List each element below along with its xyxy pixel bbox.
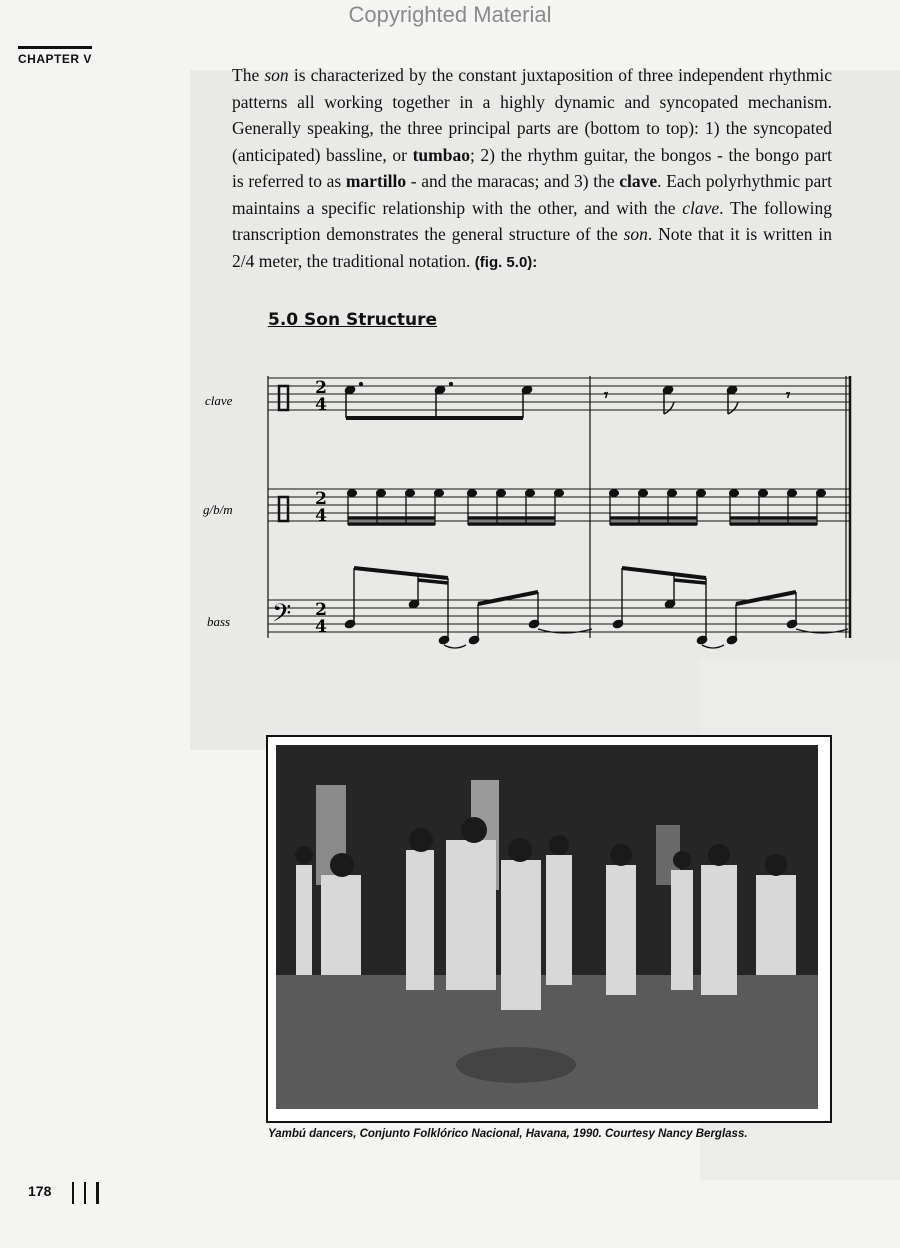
percussion-clef-icon: [279, 497, 288, 521]
time-sig-bottom: 4: [315, 395, 327, 415]
watermark: Copyrighted Material: [348, 2, 552, 27]
body-paragraph: The son is characterized by the constant juxtaposition of three independent rhythmic patterns all working together in a highly dynamic and syncopated mechanism. Generally speaking, the three principal parts are (bottom to top): 1) the syncopated (anticipated) bassline, or tumbao; 2) the rhythm guitar, the bongos - the bongo part is referred to as martillo - and the maracas; and 3) the clave. Each polyrhythmic part maintains a specific relationship with the other, and with the clave. The following transcription demonstrates the general structure of the son. Note that it is written in 2/4 meter, the traditional notation. (fig. 5.0):: [232, 65, 832, 271]
page-bars-icon: [70, 1180, 110, 1206]
clave-label: clave: [205, 393, 233, 408]
time-sig-bottom: 4: [315, 617, 327, 637]
percussion-clef-icon: [279, 386, 288, 410]
bass-staff: [268, 600, 850, 632]
bass-label: bass: [207, 614, 231, 629]
time-sig-top: 2: [315, 600, 327, 620]
chapter-heading: CHAPTER V: [18, 46, 92, 66]
figure-reference: (fig. 5.0):: [474, 253, 538, 271]
photo-caption: Yambú dancers, Conjunto Folklórico Nacional, Havana, 1990. Courtesy Nancy Berglass.: [268, 1128, 748, 1140]
page-number: 178: [28, 1183, 52, 1199]
svg-text:𝄾: 𝄾: [786, 386, 790, 404]
time-sig-top: 2: [315, 489, 327, 509]
bass-clef-icon: 𝄢: [272, 599, 292, 634]
photo-scene: [276, 745, 818, 1109]
clave-staff: [268, 378, 850, 410]
dancers-photo: [276, 745, 818, 1109]
gbm-notes: [347, 490, 825, 525]
gbm-label: g/b/m: [203, 502, 233, 517]
time-sig-bottom: 4: [315, 506, 327, 526]
clave-notes: [344, 382, 790, 418]
time-sig-top: 2: [315, 378, 327, 398]
figure-title: 5.0 Son Structure: [268, 310, 438, 330]
svg-text:𝄾: 𝄾: [604, 386, 608, 404]
